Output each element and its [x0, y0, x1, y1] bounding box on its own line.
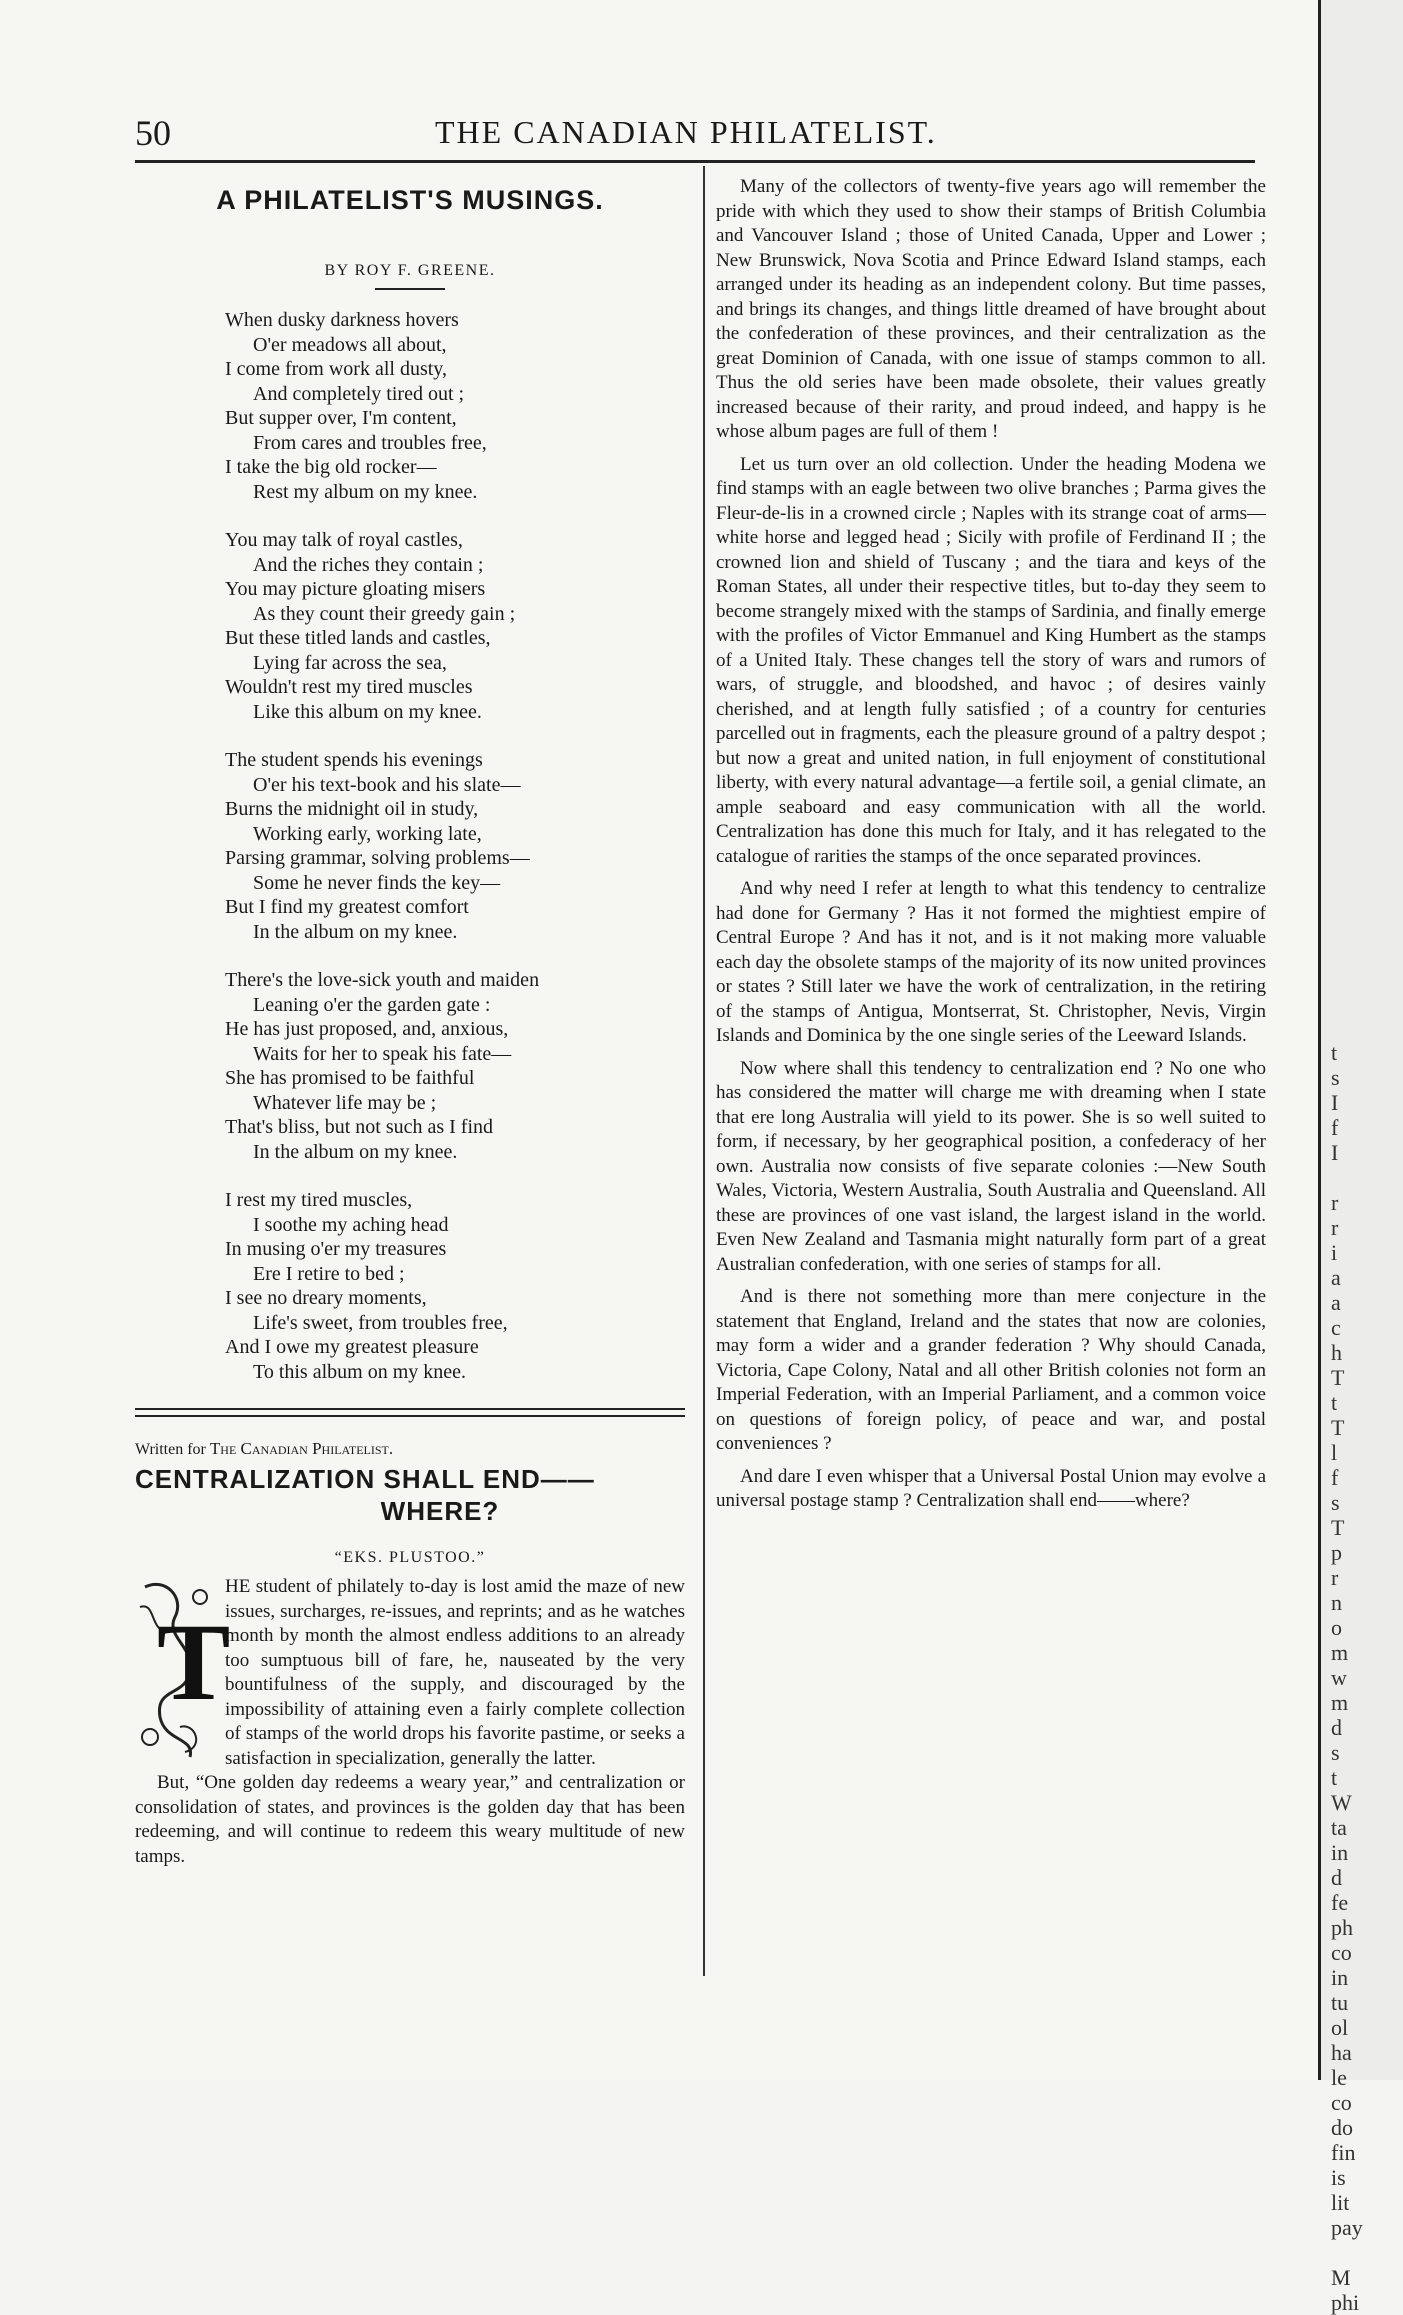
adjacent-fragment: ol — [1331, 2015, 1349, 2040]
article-opening — [135, 1575, 685, 1771]
adjacent-fragment: t — [1331, 1390, 1338, 1415]
adjacent-fragment: d — [1331, 1715, 1342, 1740]
adjacent-fragment: i — [1331, 1240, 1338, 1265]
poem-line: I see no dreary moments, — [225, 1287, 427, 1309]
adjacent-fragment: is — [1331, 2165, 1346, 2190]
adjacent-fragment: co — [1331, 2090, 1352, 2115]
poem-line: When dusky darkness hovers — [225, 309, 459, 331]
article-title-line1: CENTRALIZATION SHALL END—— — [135, 1464, 595, 1494]
poem-line: In musing o'er my treasures — [225, 1238, 447, 1260]
poem-line: Like this album on my knee. — [253, 700, 482, 723]
left-column — [135, 175, 685, 1869]
adjacent-fragment: m — [1331, 1690, 1349, 1715]
poem-line: That's bliss, but not such as I find — [225, 1116, 494, 1138]
header-rule — [135, 160, 1255, 163]
adjacent-fragment — [1331, 1165, 1363, 1190]
adjacent-fragment: t — [1331, 1765, 1338, 1790]
adjacent-fragment: ta — [1331, 1815, 1347, 1840]
credit-publication: The Canadian Philatelist. — [209, 1439, 394, 1458]
right-column — [716, 175, 1266, 1522]
poem-line: To this album on my knee. — [253, 1360, 467, 1383]
credit-prefix: Written for — [135, 1441, 206, 1458]
poem-byline: BY ROY F. GREENE. — [324, 262, 496, 279]
right-paragraph: And why need I refer at length to what this tendency to centralize had done for Germany ? Has it not formed the mightiest empire of Central Europe ? And has it not, and is it not making more valuable each day the obsolete stamps of the majority of its now united provinces or states ? Still later we have the work of centralization, in the retiring of the stamps of Antigua, Montserrat, St. Christopher, Nevis, Virgin Islands and Dominica by the one single series of the Leeward Islands. — [716, 878, 1266, 1046]
article-credit — [135, 1439, 685, 1459]
poem-stanza — [225, 308, 685, 504]
adjacent-fragment: s — [1331, 1065, 1340, 1090]
poem-line: I rest my tired muscles, — [225, 1189, 413, 1211]
adjacent-fragment: le — [1331, 2065, 1347, 2090]
poem-line: Rest my album on my knee. — [253, 480, 478, 503]
adjacent-fragment: co — [1331, 1940, 1352, 1965]
poem-line: And the riches they contain ; — [253, 553, 484, 576]
adjacent-fragment: f — [1331, 1465, 1339, 1490]
right-paragraph: Now where shall this tendency to centralization end ? No one who has considered the matter will charge me with dreaming when I state that ere long Australia will yield to its power. She is so well suited to form, if necessary, by her geographical position, a confederacy of her own. Australia now consists of five separate colonies :—New South Wales, Victoria, Western Australia, South Australia and Queensland. All these are provinces of one vast island, the largest island in the world. Even New Zealand and Tasmania might naturally form part of a great Australian confederation, with one series of stamps for all. — [716, 1057, 1266, 1275]
poem-line: You may picture gloating misers — [225, 578, 486, 600]
poem-stanza — [225, 1188, 685, 1384]
poem-line: Parsing grammar, solving problems— — [225, 847, 530, 869]
adjacent-fragment: fin — [1331, 2140, 1356, 2165]
poem-body — [135, 308, 685, 1384]
poem-line: Whatever life may be ; — [253, 1091, 437, 1114]
adjacent-fragment: w — [1331, 1665, 1347, 1690]
poem-line: Some he never finds the key— — [253, 871, 501, 894]
poem-line: I soothe my aching head — [253, 1213, 449, 1236]
article-title-line2: WHERE? — [380, 1496, 500, 1526]
poem-line: You may talk of royal castles, — [225, 529, 463, 551]
adjacent-fragment: r — [1331, 1190, 1339, 1215]
adjacent-fragment: M — [1331, 2265, 1351, 2290]
adjacent-fragment: m — [1331, 1640, 1349, 1665]
adjacent-page-edge — [1318, 0, 1403, 2315]
article-paragraph-2: But, “One golden day redeems a weary year,” and centralization or consolidation of states, and provinces is the golden day that has been redeeming, and will continue to redeem this weary multitude of new tamps. — [135, 1772, 685, 1867]
adjacent-fragment: s — [1331, 1740, 1340, 1765]
adjacent-fragment: f — [1331, 1115, 1339, 1140]
page-header — [135, 112, 1255, 162]
adjacent-fragment: T — [1331, 1515, 1345, 1540]
adjacent-fragment: ha — [1331, 2040, 1352, 2065]
page-number: 50 — [135, 113, 171, 153]
adjacent-fragment: I — [1331, 1140, 1339, 1165]
poem-line: She has promised to be faithful — [225, 1067, 475, 1089]
poem-line: Ere I retire to bed ; — [253, 1262, 405, 1285]
adjacent-fragment: do — [1331, 2115, 1353, 2140]
adjacent-fragment: l — [1331, 1440, 1338, 1465]
byline-rule — [375, 288, 445, 290]
running-title: THE CANADIAN PHILATELIST. — [435, 114, 937, 150]
poem-line: I take the big old rocker— — [225, 456, 437, 478]
adjacent-fragment: in — [1331, 1965, 1349, 1990]
adjacent-fragment: r — [1331, 1215, 1339, 1240]
poem-line: Waits for her to speak his fate— — [253, 1042, 512, 1065]
adjacent-fragment: lit — [1331, 2190, 1350, 2215]
adjacent-fragment: n — [1331, 1590, 1342, 1615]
article-paragraph-1: HE student of philately to-day is lost amid the maze of new issues, surcharges, re-issues, and reprints; and as he watches month by month the almost endless additions to an already too sumptuous bill of fare, he, nauseated by the very bountifulness of the supply, and discouraged by the impossibility of attaining even a fairly complete collection of stamps of the world drops his favorite pastime, or seeks a satisfaction in specialization, generally the latter. — [225, 1576, 685, 1769]
poem-line: But supper over, I'm content, — [225, 407, 457, 429]
section-double-rule — [135, 1408, 685, 1417]
poem-line: And completely tired out ; — [253, 382, 465, 405]
poem-line: From cares and troubles free, — [253, 431, 487, 454]
poem-line: O'er his text-book and his slate— — [253, 773, 521, 796]
poem-line: Wouldn't rest my tired muscles — [225, 676, 473, 698]
right-column-body — [716, 175, 1266, 1514]
right-paragraph: And is there not something more than mere conjecture in the statement that England, Ireland and the states that now are colonies, may form a wider and a grander federation ? Why should Canada, Victoria, Cape Colony, Natal and all other British colonies not form an Imperial Federation, with an Imperial Parliament, and a common voice on questions of foreign policy, of peace and war, and postal conveniences ? — [716, 1286, 1266, 1454]
poem-line: Working early, working late, — [253, 822, 482, 845]
poem-stanza — [225, 968, 685, 1164]
ornamental-dropcap — [135, 1577, 231, 1767]
adjacent-fragment: fe — [1331, 1890, 1349, 1915]
adjacent-fragment: t — [1331, 1040, 1338, 1065]
adjacent-fragment: p — [1331, 1540, 1342, 1565]
column-divider — [703, 166, 705, 1976]
adjacent-fragment: h — [1331, 1340, 1342, 1365]
adjacent-fragment: c — [1331, 1315, 1341, 1340]
poem-line: In the album on my knee. — [253, 920, 458, 943]
poem-line: As they count their greedy gain ; — [253, 602, 516, 625]
poem-line: But I find my greatest comfort — [225, 896, 469, 918]
poem-line: The student spends his evenings — [225, 749, 483, 771]
article-byline: “EKS. PLUSTOO.” — [334, 1549, 486, 1566]
poem-line: And I owe my greatest pleasure — [225, 1336, 479, 1358]
poem-stanza — [225, 748, 685, 944]
poem-line: Life's sweet, from troubles free, — [253, 1311, 508, 1334]
poem-line: I come from work all dusty, — [225, 358, 447, 380]
adjacent-fragment: a — [1331, 1290, 1341, 1315]
adjacent-fragment: T — [1331, 1415, 1345, 1440]
right-paragraph: Many of the collectors of twenty-five years ago will remember the pride with which they used to show their stamps of British Columbia and Vancouver Island ; those of United Canada, Upper and Lower ; New Brunswick, Nova Scotia and Prince Edward Island stamps, each arranged under its heading as an independent colony. But time passes, and brings its changes, and things little dreamed of have brought about the confederation of these provinces, and their centralization as the great Dominion of Canada, with one issue of stamps common to all. Thus the old series have been made obsolete, their values greatly increased because of their rarity, and proud indeed, and happy is he whose album pages are full of them ! — [716, 176, 1266, 442]
adjacent-fragment: W — [1331, 1790, 1352, 1815]
right-paragraph: Let us turn over an old collection. Under the heading Modena we find stamps with an eagle between two olive branches ; Parma gives the Fleur-de-lis in a crowned circle ; Naples with its strange coat of arms—white horse and legged head ; Sicily with profile of Ferdinand II ; the crowned lion and shield of Tuscany ; and the tiara and keys of the Roman States, all under their respective titles, but to-day they seem to become strangely mixed with the stamps of Sardinia, and finally emerge with the profiles of Victor Emmanuel and King Humbert as the stamps of a United Italy. These changes tell the story of wars and rumors of wars, of struggle, and bloodshed, and havoc ; of desires vainly cherished, and at length fully satisfied ; of a country for centuries parcelled out in fragments, each the pleasure ground of a paltry despot ; but now a great and united nation, in full enjoyment of constitutional liberty, with every natural advantage—a fertile soil, a genial climate, an ample seaboard and easy communication with all the world. Centralization has done this much for Italy, and it has relegated to the catalogue of rarities the stamps of the once separated provinces. — [716, 453, 1266, 867]
adjacent-fragment — [1331, 2240, 1363, 2265]
adjacent-fragment: d — [1331, 1865, 1342, 1890]
article-title — [135, 1463, 685, 1527]
poem-line: There's the love-sick youth and maiden — [225, 969, 540, 991]
adjacent-fragment: I — [1331, 1090, 1339, 1115]
adjacent-fragment: s — [1331, 1490, 1340, 1515]
adjacent-fragment: r — [1331, 1565, 1339, 1590]
adjacent-page-fragments — [1331, 1040, 1363, 2315]
poem-stanza — [225, 528, 685, 724]
poem-line: In the album on my knee. — [253, 1140, 458, 1163]
adjacent-fragment: a — [1331, 1265, 1341, 1290]
right-paragraph: And dare I even whisper that a Universal Postal Union may evolve a universal postage stamp ? Centralization shall end——where? — [716, 1465, 1266, 1511]
adjacent-fragment: pay — [1331, 2215, 1363, 2240]
adjacent-fragment: ph — [1331, 1915, 1353, 1940]
poem-line: Leaning o'er the garden gate : — [253, 993, 491, 1016]
adjacent-fragment: T — [1331, 1365, 1345, 1390]
poem-title: A PHILATELIST'S MUSINGS. — [216, 185, 604, 215]
poem-line: But these titled lands and castles, — [225, 627, 491, 649]
adjacent-fragment: phi — [1331, 2290, 1360, 2315]
poem-line: He has just proposed, and, anxious, — [225, 1018, 509, 1040]
poem-line: Lying far across the sea, — [253, 651, 447, 674]
adjacent-fragment: o — [1331, 1615, 1342, 1640]
adjacent-fragment: tu — [1331, 1990, 1349, 2015]
dropcap-letter: T — [157, 1601, 231, 1723]
adjacent-fragment: in — [1331, 1840, 1349, 1865]
poem-line: O'er meadows all about, — [253, 333, 447, 356]
poem-line: Burns the midnight oil in study, — [225, 798, 479, 820]
